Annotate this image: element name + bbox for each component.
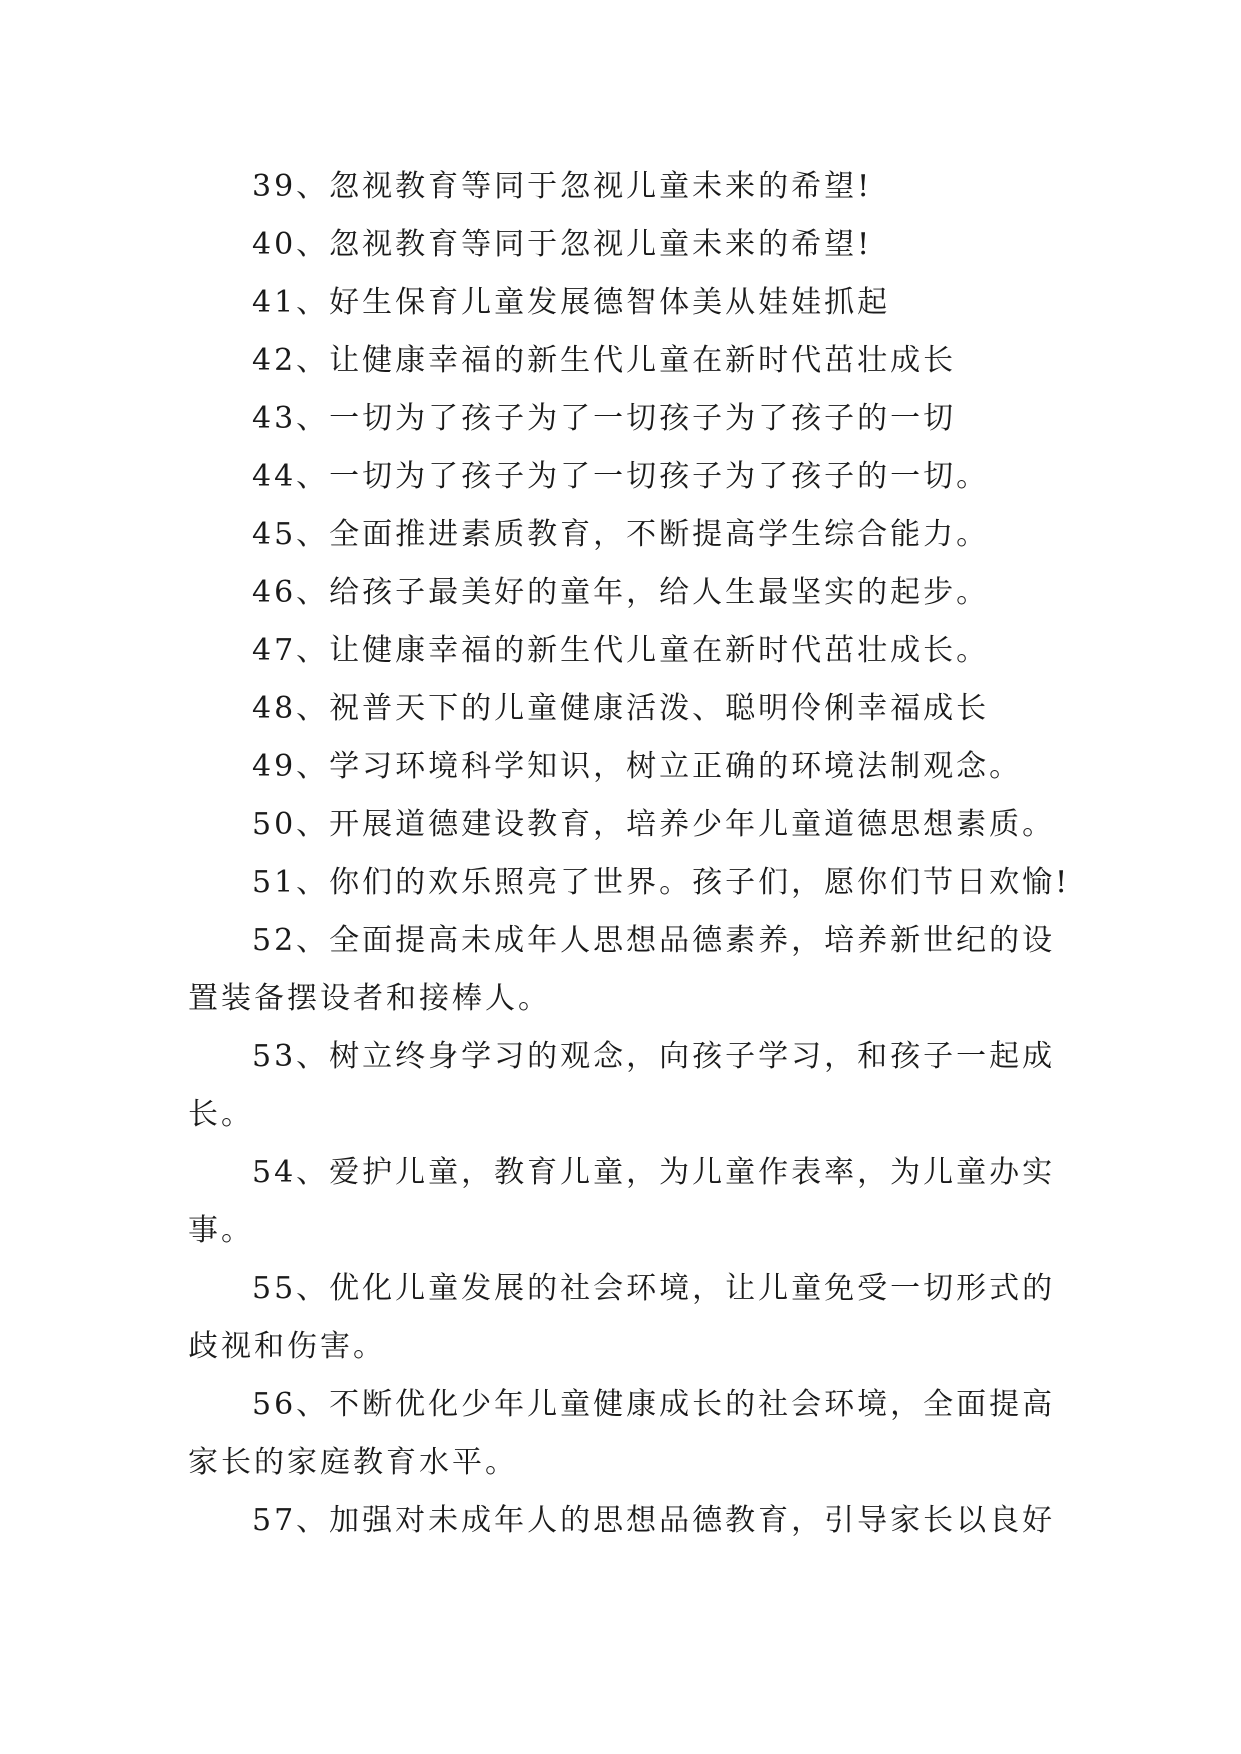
text-line: 47、让健康幸福的新生代儿童在新时代茁壮成长。: [252, 633, 990, 668]
text-line: 43、一切为了孩子为了一切孩子为了孩子的一切: [252, 401, 957, 436]
text-line: 41、好生保育儿童发展德智体美从娃娃抓起: [252, 285, 891, 320]
text-line: 53、树立终身学习的观念，向孩子学习，和孩子一起成: [252, 1039, 1056, 1074]
text-line: 49、学习环境科学知识，树立正确的环境法制观念。: [252, 749, 1023, 784]
text-line: 44、一切为了孩子为了一切孩子为了孩子的一切。: [252, 459, 990, 494]
text-line: 48、祝普天下的儿童健康活泼、聪明伶俐幸福成长: [252, 691, 990, 726]
text-line: 长。: [188, 1097, 254, 1132]
text-line: 家长的家庭教育水平。: [188, 1445, 518, 1480]
text-line: 54、爱护儿童，教育儿童，为儿童作表率，为儿童办实: [252, 1155, 1056, 1190]
text-line: 50、开展道德建设教育，培养少年儿童道德思想素质。: [252, 807, 1056, 842]
text-line: 45、全面推进素质教育，不断提高学生综合能力。: [252, 517, 990, 552]
text-line: 置装备摆设者和接棒人。: [188, 981, 551, 1016]
text-line: 42、让健康幸福的新生代儿童在新时代茁壮成长: [252, 343, 957, 378]
text-line: 52、全面提高未成年人思想品德素养，培养新世纪的设: [252, 923, 1056, 958]
text-line: 46、给孩子最美好的童年，给人生最坚实的起步。: [252, 575, 990, 610]
text-line: 39、忽视教育等同于忽视儿童未来的希望!: [252, 169, 873, 204]
text-line: 歧视和伤害。: [188, 1329, 386, 1364]
text-line: 57、加强对未成年人的思想品德教育，引导家长以良好: [252, 1503, 1056, 1538]
text-line: 51、你们的欢乐照亮了世界。孩子们，愿你们节日欢愉!: [252, 865, 1071, 900]
text-line: 40、忽视教育等同于忽视儿童未来的希望!: [252, 227, 873, 262]
text-line: 事。: [188, 1213, 254, 1248]
text-line: 56、不断优化少年儿童健康成长的社会环境，全面提高: [252, 1387, 1056, 1422]
text-line: 55、优化儿童发展的社会环境，让儿童免受一切形式的: [252, 1271, 1056, 1306]
